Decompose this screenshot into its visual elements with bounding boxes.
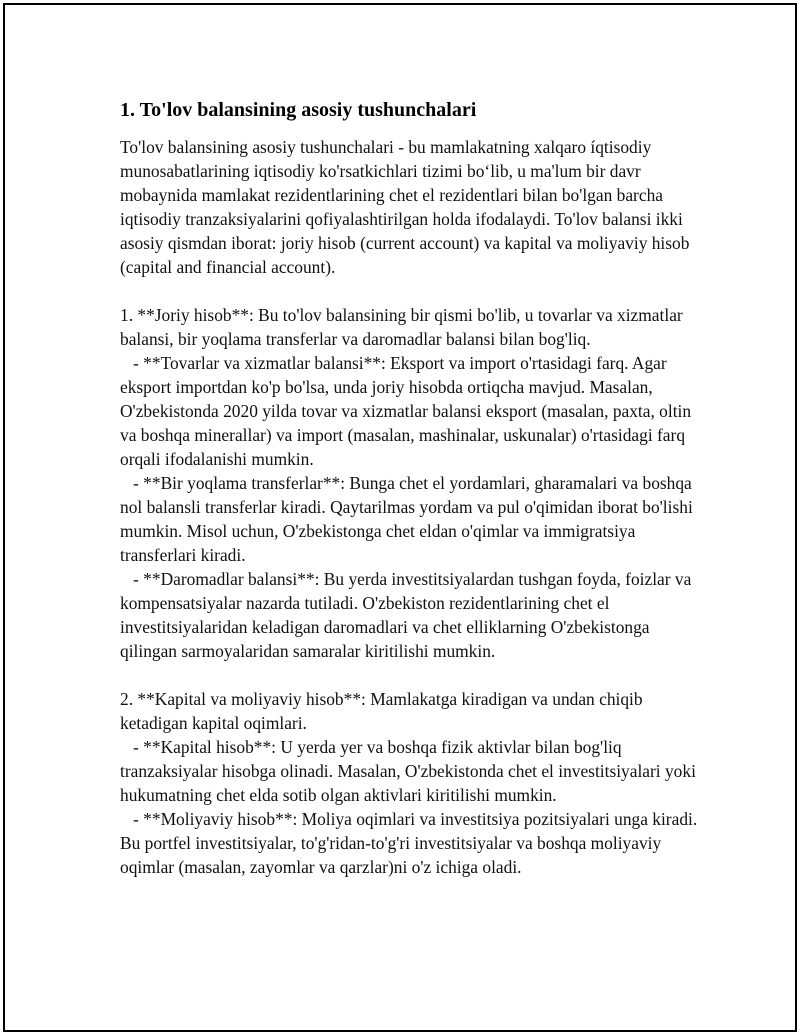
section-1-item-goods-services: - **Tovarlar va xizmatlar balansi**: Eksport va import o'rtasidagi farq. Agar eksport importdan ko'p bo'lsa, unda joriy hisobda ortiqcha mavjud. Masalan, O'zbekistonda 2020 yilda tovar va xizmatlar balansi eksport (masalan, paxta, oltin va boshqa minerallar) va import (masalan, mashinalar, uskunalar) o'rtasidagi farq orqali ifodalanishi mumkin. <box>120 353 696 469</box>
page-frame <box>3 3 797 1032</box>
section-2-item-capital: - **Kapital hisob**: U yerda yer va boshqa fizik aktivlar bilan bog'liq tranzaksiyalar hisobga olinadi. Masalan, O'zbekistonda chet el investitsiyalari yoki hukumatning chet elda sotib olgan aktivlari kiritilishi mumkin. <box>120 737 701 805</box>
document-body <box>120 97 700 879</box>
section-1-item-income: - **Daromadlar balansi**: Bu yerda investitsiyalardan tushgan foyda, foizlar va kompensatsiyalar nazarda tutiladi. O'zbekiston rezidentlarining chet el investitsiyalaridan keladigan daromadlari va chet elliklarning O'zbekistonga qilingan sarmoyalaridan samaralar kiritilishi mumkin. <box>120 569 696 661</box>
spacer <box>120 279 700 303</box>
document-title: 1. To'lov balansining asosiy tushunchalari <box>120 99 477 121</box>
spacer <box>120 663 700 687</box>
section-1-heading: 1. **Joriy hisob**: Bu to'lov balansining bir qismi bo'lib, u tovarlar va xizmatlar balansi, bir yoqlama transferlar va daromadlar balansi bilan bog'liq. <box>120 305 688 349</box>
section-2-item-financial: - **Moliyaviy hisob**: Moliya oqimlari va investitsiya pozitsiyalari unga kiradi. Bu portfel investitsiyalar, to'g'ridan-to'g'ri investitsiyalar va boshqa moliyaviy oqimlar (masalan, zayomlar va qarzlar)ni o'z ichiga oladi. <box>120 809 702 877</box>
section-1-item-transfers: - **Bir yoqlama transferlar**: Bunga chet el yordamlari, gharamalari va boshqa nol balansli transferlar kiradi. Qaytarilmas yordam va pul o'qimidan iborat bo'lishi mumkin. Misol uchun, O'zbekistonga chet eldan o'qimlar va immigratsiya transferlari kiradi. <box>120 473 698 565</box>
intro-paragraph: To'lov balansining asosiy tushunchalari - bu mamlakatning xalqaro íqtisodiy munosabatlarining iqtisodiy ko'rsatkichlari tizimi bo‘lib, u ma'lum bir davr mobaynida mamlakat rezidentlarining chet el rezidentlari bilan bo'lgan barcha iqtisodiy tranzaksiyalarini qofiyalashtirilgan holda ifodalaydi. To'lov balansi ikki asosiy qismdan iborat: joriy hisob (current account) va kapital va moliyaviy hisob (capital and financial account). <box>120 137 694 277</box>
section-2-heading: 2. **Kapital va moliyaviy hisob**: Mamlakatga kiradigan va undan chiqib ketadigan kapital oqimlari. <box>120 689 647 733</box>
